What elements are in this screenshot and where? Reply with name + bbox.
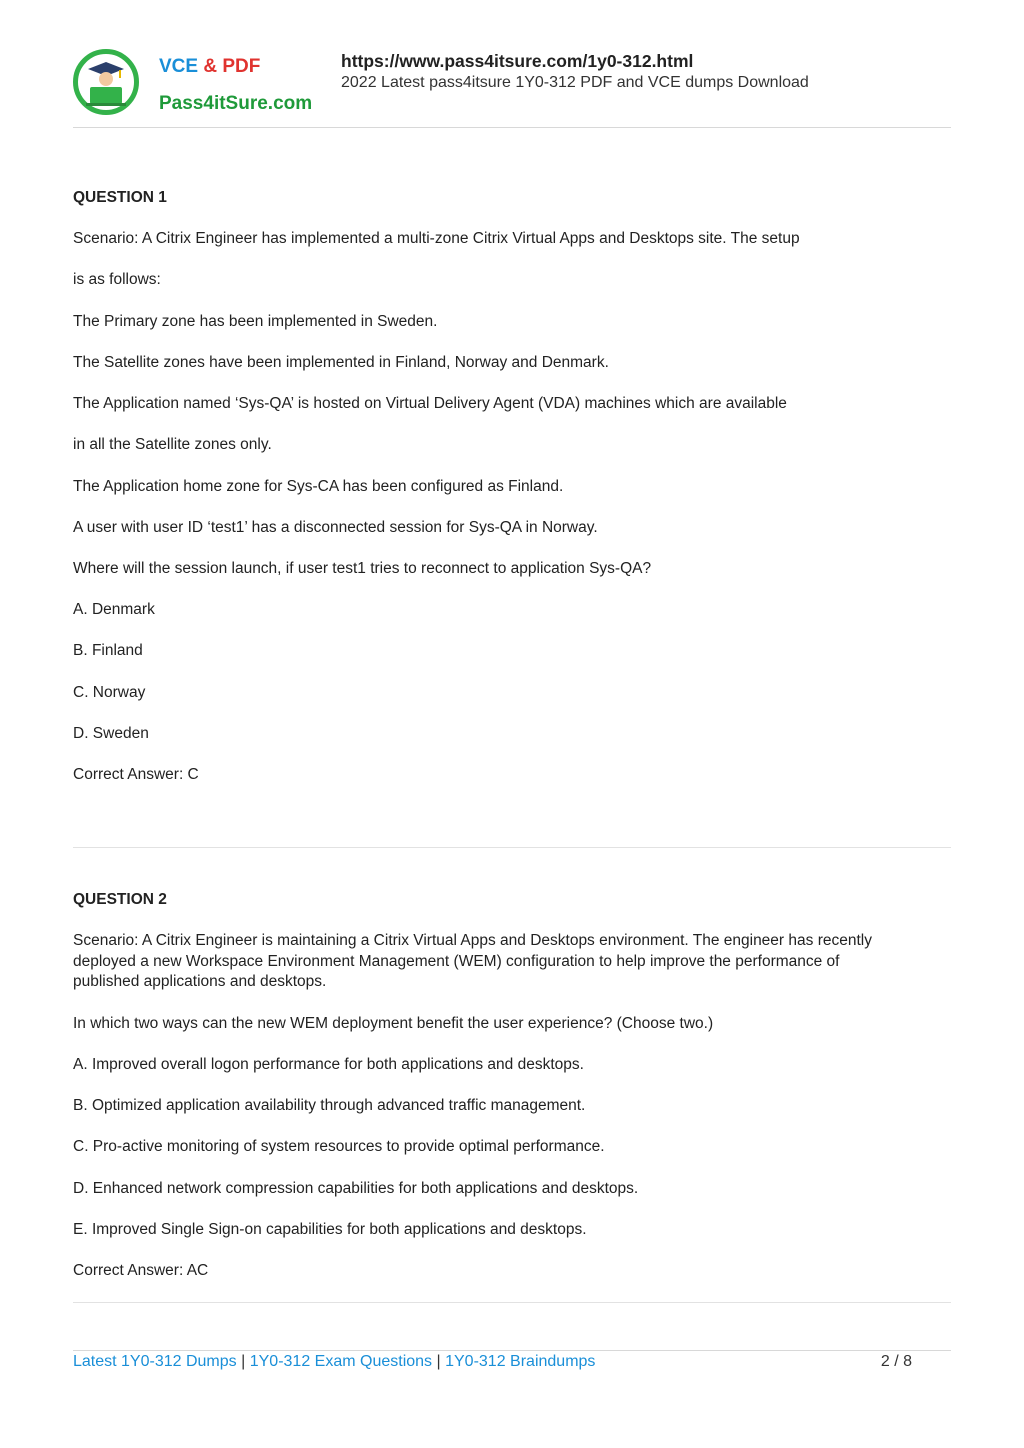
question-1-line — [73, 477, 943, 498]
logo-vce-text: VCE — [159, 56, 199, 77]
footer-link-braindumps[interactable]: 1Y0-312 Braindumps — [445, 1353, 596, 1370]
question-1-line — [73, 518, 943, 539]
graduate-laptop-icon — [73, 49, 139, 115]
footer-link-exam-questions[interactable]: 1Y0-312 Exam Questions — [249, 1353, 433, 1370]
question-1-line — [73, 270, 943, 291]
page-header — [73, 45, 951, 128]
question-2-prompt — [73, 1014, 943, 1035]
question-text-line: in all the Satellite zones only. — [73, 436, 272, 453]
question-2-option-e — [73, 1220, 943, 1241]
question-1-option-c — [73, 683, 943, 704]
footer-separator: | — [241, 1353, 246, 1370]
question-1-answer — [73, 765, 943, 786]
question-1-option-a — [73, 600, 943, 621]
question-text-line: Scenario: A Citrix Engineer has implemented a multi-zone Citrix Virtual Apps and Desktops site. The setup — [73, 230, 800, 247]
question-1-title: QUESTION 1 — [73, 189, 167, 206]
question-1-option-d — [73, 724, 943, 745]
header-subtitle: 2022 Latest pass4itsure 1Y0-312 PDF and VCE dumps Download — [341, 74, 809, 91]
option-text: D. Enhanced network compression capabilities for both applications and desktops. — [73, 1180, 639, 1197]
page-number: 2 / 8 — [880, 1353, 912, 1370]
header-url[interactable]: https://www.pass4itsure.com/1y0-312.html — [341, 51, 694, 71]
question-1-line — [73, 312, 943, 333]
question-1-line — [73, 229, 943, 250]
question-text-line: A user with user ID ‘test1’ has a disconnected session for Sys-QA in Norway. — [73, 519, 598, 536]
question-2-answer — [73, 1261, 943, 1282]
question-2-scenario — [73, 931, 943, 993]
correct-answer: Correct Answer: AC — [73, 1262, 209, 1279]
question-2-option-c — [73, 1137, 943, 1158]
question-text-line: In which two ways can the new WEM deployment benefit the user experience? (Choose two.) — [73, 1015, 714, 1032]
question-1-option-b — [73, 641, 943, 662]
question-text-line: The Application named ‘Sys-QA’ is hosted on Virtual Delivery Agent (VDA) machines which are available — [73, 395, 787, 412]
option-text: C. Pro-active monitoring of system resources to provide optimal performance. — [73, 1138, 605, 1155]
question-1-line — [73, 559, 943, 580]
question-1-line — [73, 435, 943, 456]
question-1-line — [73, 394, 943, 415]
option-text: C. Norway — [73, 684, 146, 701]
question-text-line: Scenario: A Citrix Engineer is maintaining a Citrix Virtual Apps and Desktops environment. The engineer has recently — [73, 932, 872, 949]
option-text: B. Finland — [73, 642, 143, 659]
site-logo[interactable] — [73, 47, 317, 123]
question-text-line: The Primary zone has been implemented in Sweden. — [73, 313, 438, 330]
option-text: D. Sweden — [73, 725, 149, 742]
question-divider — [73, 847, 951, 848]
footer-link-latest-dumps[interactable]: Latest 1Y0-312 Dumps — [73, 1353, 237, 1370]
logo-site-name: Pass4itSure.com — [159, 93, 313, 114]
option-text: E. Improved Single Sign-on capabilities for both applications and desktops. — [73, 1221, 587, 1238]
logo-wordmark — [159, 56, 260, 78]
question-2-title-block — [73, 890, 943, 911]
footer-links — [73, 1353, 595, 1371]
question-1-line — [73, 353, 943, 374]
question-text-line: published applications and desktops. — [73, 973, 327, 990]
question-divider — [73, 1302, 951, 1303]
question-2-option-b — [73, 1096, 943, 1117]
logo-amp-text: & — [203, 56, 218, 77]
question-text-line: is as follows: — [73, 271, 161, 288]
question-1-title-block — [73, 188, 943, 209]
option-text: A. Denmark — [73, 601, 155, 618]
question-text-line: The Satellite zones have been implemented in Finland, Norway and Denmark. — [73, 354, 609, 371]
question-text-line: deployed a new Workspace Environment Management (WEM) configuration to help improve the performance of — [73, 952, 840, 970]
page-footer — [73, 1350, 951, 1381]
option-text: A. Improved overall logon performance for both applications and desktops. — [73, 1056, 584, 1073]
option-text: B. Optimized application availability through advanced traffic management. — [73, 1097, 586, 1114]
question-2-option-a — [73, 1055, 943, 1076]
question-text-line: The Application home zone for Sys-CA has been configured as Finland. — [73, 478, 564, 495]
question-2-option-d — [73, 1179, 943, 1200]
correct-answer: Correct Answer: C — [73, 766, 199, 783]
logo-pdf-text: PDF — [222, 56, 261, 77]
footer-separator: | — [436, 1353, 441, 1370]
question-text-line: Where will the session launch, if user test1 tries to reconnect to application Sys-QA? — [73, 560, 652, 577]
question-2-title: QUESTION 2 — [73, 891, 167, 908]
